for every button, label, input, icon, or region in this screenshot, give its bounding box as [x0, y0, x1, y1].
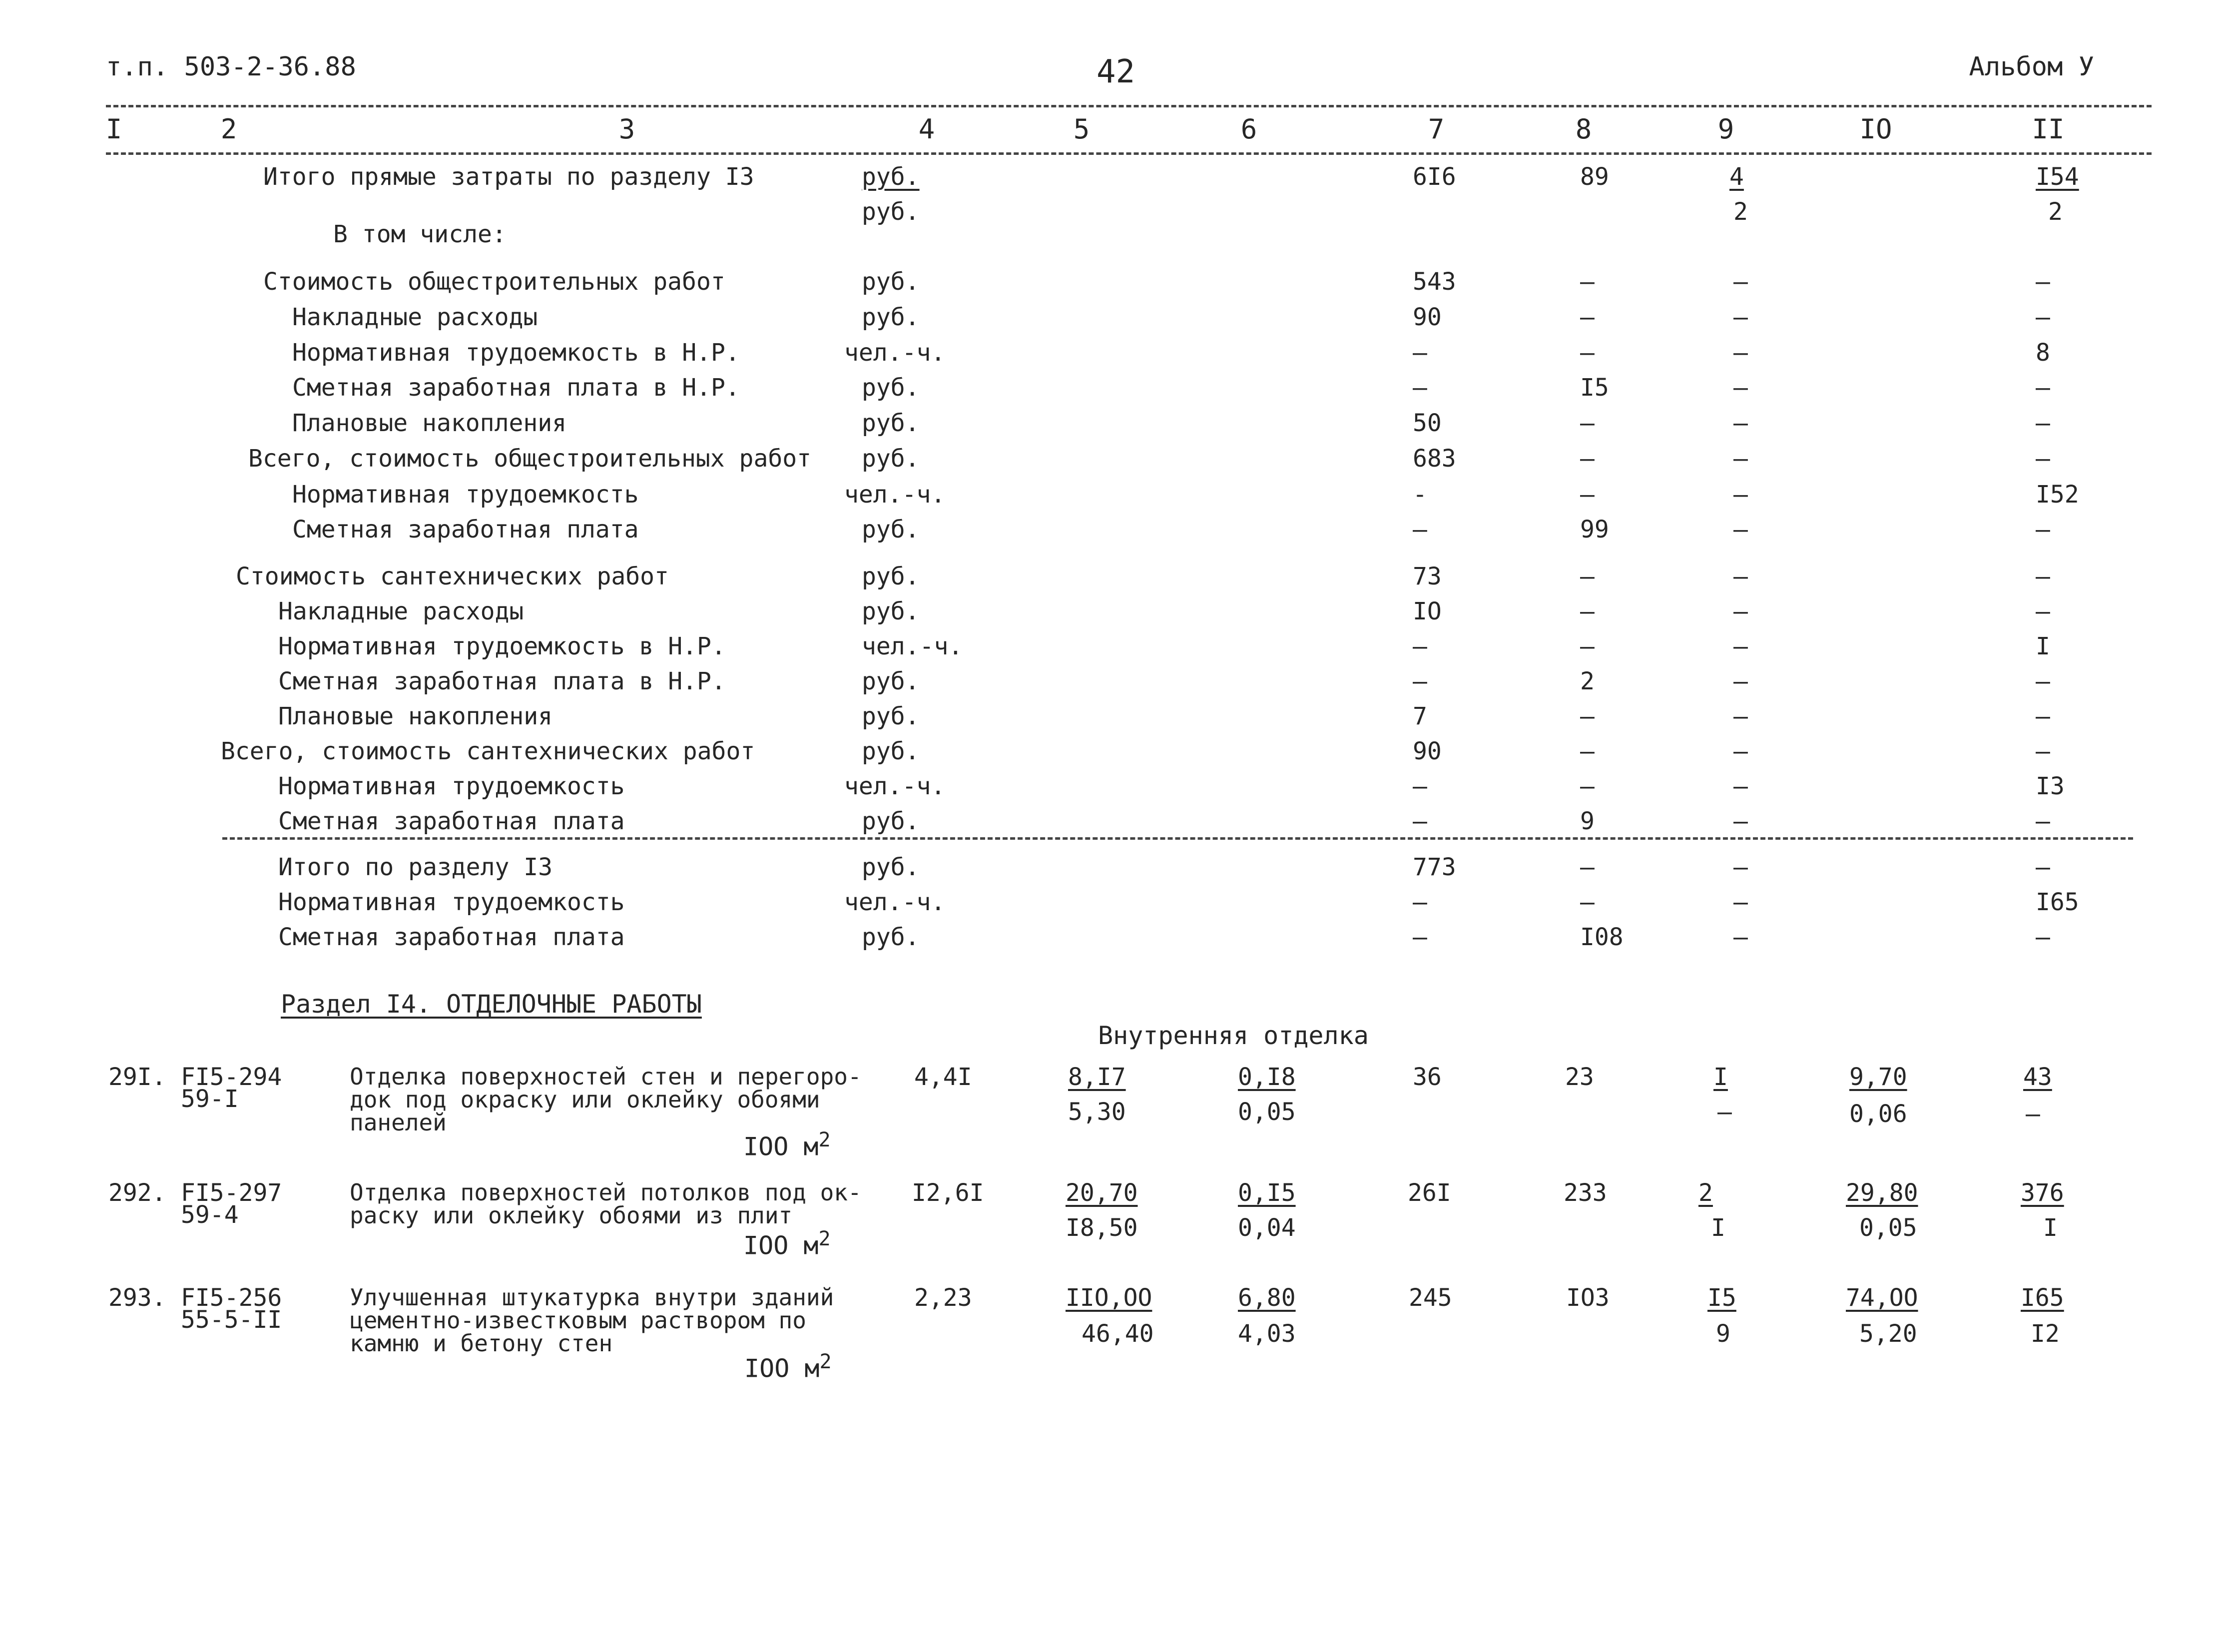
summary-row	[0, 305, 2213, 340]
item-description: Отделка поверхностей потолков под ок- раску или оклейку обоями из плит	[350, 1179, 862, 1229]
cell-col8: –	[1580, 445, 1595, 473]
cell-col9-top: 2	[1698, 1179, 1713, 1207]
row-unit: руб.	[862, 374, 920, 402]
column-number: 6	[1240, 113, 1257, 145]
cell-col7: –	[1413, 632, 1427, 660]
row-unit: руб.	[862, 737, 920, 765]
summary-row	[0, 634, 2213, 669]
cell-col10-top: 29,80	[1846, 1179, 1918, 1207]
cell-col11: –	[2036, 853, 2050, 881]
row-unit: руб.	[862, 562, 920, 590]
cell-col9: –	[1733, 562, 1748, 590]
cell-col8: –	[1580, 853, 1595, 881]
cell-col9: –	[1733, 737, 1748, 765]
cell-col8: –	[1580, 888, 1595, 916]
cell-col5-bottom: 5,30	[1068, 1098, 1126, 1126]
item-measure: IOO $м^2$	[743, 1227, 831, 1260]
cell-col11: I54	[2036, 163, 2079, 191]
row-label: В том числе:	[333, 220, 507, 248]
album-label: Альбом У	[1969, 52, 2094, 82]
cell-col9: –	[1733, 597, 1748, 625]
cell-col9: –	[1733, 409, 1748, 437]
column-number: 7	[1428, 113, 1445, 145]
cell-col7: 543	[1413, 268, 1456, 296]
cell-col11: –	[2036, 409, 2050, 437]
cell-col8: 23	[1565, 1063, 1594, 1091]
item-code: FI5-256	[181, 1284, 282, 1312]
cell-col6-top: 0,I8	[1238, 1063, 1296, 1091]
cell-col10-bottom: 5,20	[1859, 1320, 1917, 1348]
cell-col11: –	[2036, 516, 2050, 544]
cell-col8: –	[1580, 409, 1595, 437]
cell-col10-bottom: 0,05	[1859, 1214, 1917, 1242]
row-unit: руб.	[862, 667, 920, 695]
item-number: 292.	[108, 1179, 166, 1207]
cell-col10-top: 74,OO	[1846, 1284, 1918, 1312]
row-unit: чел.-ч.	[844, 888, 946, 916]
row-unit: руб.	[862, 923, 920, 951]
summary-row	[0, 564, 2213, 599]
cell-col8: 9	[1580, 807, 1595, 835]
column-number: I	[105, 113, 122, 145]
cell-col11: –	[2036, 597, 2050, 625]
cell-col9: –	[1733, 481, 1748, 509]
row-label: Сметная заработная плата в Н.Р.	[292, 374, 740, 402]
row-unit: чел.-ч.	[844, 481, 946, 509]
summary-row	[0, 599, 2213, 634]
cell-col8: 99	[1580, 516, 1609, 544]
cell-col9-top: I	[1713, 1063, 1728, 1091]
cell-col9: –	[1733, 772, 1748, 800]
cell-col5-bottom: I8,50	[1066, 1214, 1138, 1242]
row-unit: чел.-ч.	[844, 339, 946, 367]
cell-col9-bottom: I	[1711, 1214, 1725, 1242]
summary-row	[0, 376, 2213, 411]
divider	[106, 105, 2152, 107]
summary-row	[0, 890, 2213, 925]
row-label: Стоимость сантехнических работ	[236, 562, 669, 590]
section-title: Раздел I4. ОТДЕЛОЧНЫЕ РАБОТЫ	[281, 990, 702, 1019]
cell-col9: –	[1733, 516, 1748, 544]
cell-col7: 26I	[1408, 1179, 1451, 1207]
cell-col11: –	[2036, 737, 2050, 765]
row-label: Плановые накопления	[278, 702, 553, 730]
row-label: Сметная заработная плата	[278, 923, 625, 951]
column-number: 9	[1717, 113, 1734, 145]
column-number: 4	[918, 113, 935, 145]
cell-col9: –	[1733, 339, 1748, 367]
cell-col11: 2	[2048, 198, 2063, 226]
row-label: Нормативная трудоемкость	[292, 481, 639, 509]
row-label: Плановые накопления	[292, 409, 567, 437]
row-unit: руб.	[862, 853, 920, 881]
cell-col6-top: 0,I5	[1238, 1179, 1296, 1207]
divider	[222, 837, 2133, 840]
cell-col5-top: IIO,OO	[1066, 1284, 1152, 1312]
cell-col9-bottom: 9	[1716, 1320, 1730, 1348]
summary-row	[0, 483, 2213, 518]
summary-row	[0, 774, 2213, 809]
row-unit: руб.	[862, 516, 920, 544]
cell-col9: –	[1733, 888, 1748, 916]
row-label: Нормативная трудоемкость	[278, 888, 625, 916]
cell-col7: –	[1413, 516, 1427, 544]
cell-col8: I08	[1580, 923, 1624, 951]
row-label: Нормативная трудоемкость в Н.Р.	[292, 339, 740, 367]
cell-col7: IO	[1413, 597, 1442, 625]
cell-col9: –	[1733, 667, 1748, 695]
cell-col7: 73	[1413, 562, 1442, 590]
row-unit: руб.	[862, 198, 920, 226]
cell-col10-bottom: 0,06	[1849, 1100, 1907, 1128]
cell-col8: –	[1580, 303, 1595, 331]
cell-col7: 683	[1413, 445, 1456, 473]
cell-col11: 8	[2036, 339, 2050, 367]
cell-col9: –	[1733, 374, 1748, 402]
cell-col7: 6I6	[1413, 163, 1456, 191]
item-code: 59-4	[181, 1201, 239, 1229]
cell-col11-bottom: I	[2043, 1214, 2058, 1242]
row-label: Нормативная трудоемкость в Н.Р.	[278, 632, 726, 660]
cell-col9: –	[1733, 807, 1748, 835]
cell-col5-bottom: 46,40	[1082, 1320, 1154, 1348]
item-number: 29I.	[108, 1063, 166, 1091]
section-subtitle: Внутренняя отделка	[1098, 1021, 1369, 1050]
item-description: Отделка поверхностей стен и перегоро- док под окраску или оклейку обоями панелей	[350, 1063, 862, 1136]
cell-col7: 90	[1413, 737, 1442, 765]
cell-col9: –	[1733, 445, 1748, 473]
row-label: Нормативная трудоемкость	[278, 772, 625, 800]
column-number: 5	[1073, 113, 1090, 145]
row-label: Всего, стоимость общестроительных работ	[248, 445, 812, 473]
row-label: Сметная заработная плата	[292, 516, 639, 544]
row-label: Стоимость общестроительных работ	[263, 268, 725, 296]
cell-col7: 36	[1413, 1063, 1442, 1091]
column-number: IO	[1859, 113, 1892, 145]
cell-col11-top: 376	[2021, 1179, 2064, 1207]
cell-col8: –	[1580, 597, 1595, 625]
cell-col5-top: 20,70	[1066, 1179, 1138, 1207]
summary-row	[0, 447, 2213, 482]
row-unit: чел.-ч.	[862, 632, 963, 660]
item-code: 55-5-II	[181, 1306, 282, 1334]
summary-row	[0, 855, 2213, 890]
cell-col9-bottom: –	[1717, 1098, 1732, 1126]
cell-col11: I52	[2036, 481, 2079, 509]
cell-col9: –	[1733, 702, 1748, 730]
row-unit: руб.	[862, 163, 920, 191]
cell-col11-top: I65	[2021, 1284, 2064, 1312]
cell-col7: 7	[1413, 702, 1427, 730]
cell-col7: –	[1413, 923, 1427, 951]
cell-col11: –	[2036, 807, 2050, 835]
row-unit: руб.	[862, 268, 920, 296]
item-description: Улучшенная штукатурка внутри зданий цементно-известковым раствором по камню и бетону стен	[350, 1284, 834, 1357]
cell-col7: –	[1413, 374, 1427, 402]
cell-col11-bottom: I2	[2031, 1320, 2060, 1348]
cell-col4: I2,6I	[912, 1179, 984, 1207]
cell-col6-top: 6,80	[1238, 1284, 1296, 1312]
item-code: 59-I	[181, 1085, 239, 1113]
cell-col9: 2	[1733, 198, 1748, 226]
cell-col8: 2	[1580, 667, 1595, 695]
cell-col7: -	[1413, 481, 1427, 509]
row-label: Итого прямые затраты по разделу I3	[263, 163, 754, 191]
cell-col11-top: 43	[2023, 1063, 2052, 1091]
row-label: Сметная заработная плата в Н.Р.	[278, 667, 726, 695]
page-number: 42	[1097, 53, 1135, 90]
summary-row	[0, 739, 2213, 774]
cell-col11: –	[2036, 374, 2050, 402]
cell-col4: 4,4I	[914, 1063, 972, 1091]
column-number: 3	[618, 113, 635, 145]
row-unit: руб.	[862, 445, 920, 473]
cell-col8: –	[1580, 737, 1595, 765]
cell-col5-top: 8,I7	[1068, 1063, 1126, 1091]
item-code: FI5-297	[181, 1179, 282, 1207]
cell-col8: –	[1580, 268, 1595, 296]
summary-row	[0, 341, 2213, 376]
summary-row	[0, 704, 2213, 739]
row-label: Накладные расходы	[292, 303, 538, 331]
item-measure: IOO $м^2$	[744, 1350, 832, 1383]
summary-row	[0, 925, 2213, 960]
doc-code: т.п. 503-2-36.88	[106, 52, 356, 82]
row-unit: руб.	[862, 807, 920, 835]
cell-col11: –	[2036, 667, 2050, 695]
summary-row	[0, 222, 2213, 257]
row-label: Накладные расходы	[278, 597, 524, 625]
cell-col11-bottom: –	[2026, 1100, 2040, 1128]
cell-col11: I	[2036, 632, 2050, 660]
cell-col6-bottom: 0,05	[1238, 1098, 1296, 1126]
cell-col11: –	[2036, 303, 2050, 331]
cell-col6-bottom: 0,04	[1238, 1214, 1296, 1242]
cell-col7: –	[1413, 772, 1427, 800]
cell-col7: –	[1413, 807, 1427, 835]
divider	[106, 152, 2152, 155]
cell-col7: –	[1413, 667, 1427, 695]
cell-col9: –	[1733, 923, 1748, 951]
cell-col8: –	[1580, 339, 1595, 367]
cell-col6-bottom: 4,03	[1238, 1320, 1296, 1348]
cell-col9: 4	[1729, 163, 1744, 191]
cell-col8: I5	[1580, 374, 1609, 402]
summary-row	[0, 411, 2213, 446]
column-number: 8	[1575, 113, 1592, 145]
item-code: FI5-294	[181, 1063, 282, 1091]
row-label: Итого по разделу I3	[278, 853, 553, 881]
cell-col9-top: I5	[1707, 1284, 1736, 1312]
summary-row	[0, 165, 2213, 200]
cell-col8: 233	[1564, 1179, 1607, 1207]
cell-col10-top: 9,70	[1849, 1063, 1907, 1091]
cell-col8: –	[1580, 562, 1595, 590]
cell-col11: –	[2036, 923, 2050, 951]
cell-col7: 90	[1413, 303, 1442, 331]
cell-col11: I3	[2036, 772, 2065, 800]
column-number: 2	[220, 113, 237, 145]
row-unit: руб.	[862, 597, 920, 625]
cell-col8: IO3	[1566, 1284, 1610, 1312]
summary-row	[0, 518, 2213, 552]
cell-col7: 50	[1413, 409, 1442, 437]
cell-col11: –	[2036, 562, 2050, 590]
cell-col8: 89	[1580, 163, 1609, 191]
cell-col9: –	[1733, 268, 1748, 296]
cell-col9: –	[1733, 303, 1748, 331]
row-unit: руб.	[862, 303, 920, 331]
row-unit: чел.-ч.	[844, 772, 946, 800]
column-number: II	[2032, 113, 2065, 145]
cell-col7: 245	[1409, 1284, 1452, 1312]
cell-col11: I65	[2036, 888, 2079, 916]
item-measure: IOO $м^2$	[743, 1128, 831, 1161]
row-unit: руб.	[862, 409, 920, 437]
cell-col7: 773	[1413, 853, 1456, 881]
summary-row	[0, 270, 2213, 305]
row-label: Сметная заработная плата	[278, 807, 625, 835]
cell-col8: –	[1580, 772, 1595, 800]
summary-row	[0, 669, 2213, 704]
cell-col4: 2,23	[914, 1284, 972, 1312]
cell-col11: –	[2036, 702, 2050, 730]
item-number: 293.	[108, 1284, 166, 1312]
cell-col8: –	[1580, 702, 1595, 730]
cell-col7: –	[1413, 888, 1427, 916]
cell-col9: –	[1733, 853, 1748, 881]
cell-col8: –	[1580, 632, 1595, 660]
cell-col8: –	[1580, 481, 1595, 509]
cell-col11: –	[2036, 268, 2050, 296]
row-unit: руб.	[862, 702, 920, 730]
cell-col9: –	[1733, 632, 1748, 660]
row-label: Всего, стоимость сантехнических работ	[221, 737, 755, 765]
cell-col7: –	[1413, 339, 1427, 367]
cell-col11: –	[2036, 445, 2050, 473]
